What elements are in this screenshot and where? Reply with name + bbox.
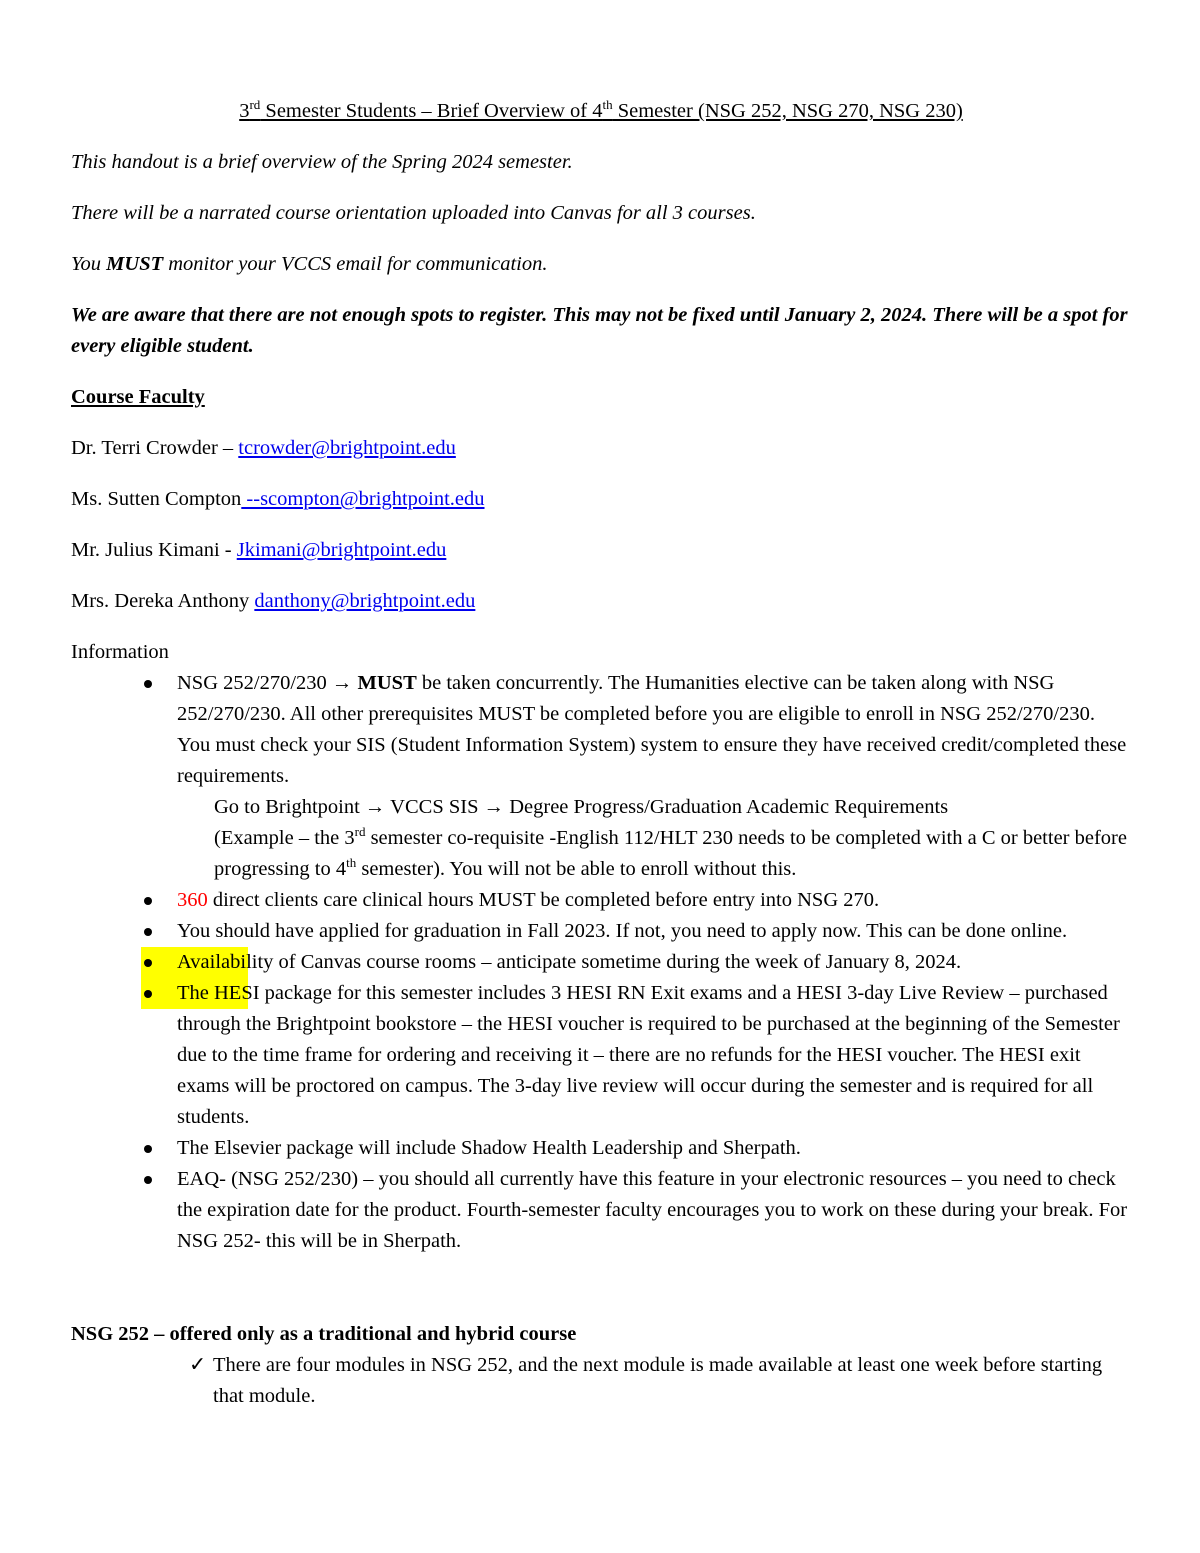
faculty-row <box>71 433 1131 464</box>
title-part: 3 <box>239 100 250 122</box>
title-part: Semester Students – Brief Overview of 4 <box>260 100 603 122</box>
information-heading: Information <box>71 641 169 663</box>
title-sup: th <box>602 97 613 113</box>
item-text: EAQ- (NSG 252/230) – you should all currently have this feature in your electronic resources – you need to check the expiration date for the product. Fourth-semester faculty encourages you to work on these during your break. For NSG 252- this will be in Sherpath. <box>177 1168 1128 1252</box>
faculty-name: Ms. Sutten Compton <box>71 488 242 510</box>
faculty-email-link[interactable]: tcrowder@brightpoint.edu <box>238 437 456 459</box>
highlighted-text: T <box>177 982 190 1004</box>
monitor-post: monitor your VCCS email for communication. <box>163 253 548 275</box>
nsg252-heading: NSG 252 – offered only as a traditional and hybrid course <box>71 1323 577 1345</box>
document-page <box>71 96 1131 1412</box>
registration-notice: We are aware that there are not enough spots to register. This may not be fixed until January 2, 2024. There will be a spot for every eligible student. <box>71 304 1128 357</box>
title-sup: rd <box>249 97 261 113</box>
information-list <box>71 668 1131 1257</box>
bullet-icon <box>144 897 152 905</box>
title-part: Semester (NSG 252, NSG 270, NSG 230) <box>612 100 963 122</box>
list-item <box>71 1164 1131 1257</box>
faculty-row <box>71 484 1131 515</box>
bullet-icon <box>144 1145 152 1153</box>
hours-number: 360 <box>177 889 208 911</box>
faculty-heading: Course Faculty <box>71 386 205 408</box>
bullet-icon <box>144 680 152 688</box>
faculty-name: Dr. Terri Crowder – <box>71 437 239 459</box>
sub-text: semester). You will not be able to enroll without this. <box>356 858 797 880</box>
spacer <box>71 1257 1131 1319</box>
bullet-icon <box>144 928 152 936</box>
sub-line: Go to Brightpoint → VCCS SIS → Degree Progress/Graduation Academic Requirements <box>214 796 949 818</box>
list-item <box>71 978 1131 1133</box>
item-text: he HESI package for this semester includes 3 HESI RN Exit exams and a HESI 3-day Live Review – purchased through the Brightpoint bookstore – the HESI voucher is required to be purchased at the beginning of the Semester due to the time frame for ordering and receiving it – there are no refunds for the HESI voucher. The HESI exit exams will be proctored on campus. The 3-day live review will occur during the semester and is required for all students. <box>177 982 1120 1128</box>
list-item <box>71 947 1131 978</box>
faculty-name: Mrs. Dereka Anthony <box>71 590 255 612</box>
item-strong: MUST <box>352 672 417 694</box>
faculty-row <box>71 535 1131 566</box>
monitor-line <box>71 249 1131 280</box>
faculty-name: Mr. Julius Kimani - <box>71 539 237 561</box>
faculty-email-link[interactable]: --scompton@brightpoint.edu <box>241 488 485 510</box>
intro-line-1: This handout is a brief overview of the Spring 2024 semester. <box>71 151 573 173</box>
sub-sup: th <box>346 855 357 871</box>
nsg252-list <box>71 1350 1131 1412</box>
item-text: direct clients care clinical hours MUST be completed before entry into NSG 270. <box>207 889 880 911</box>
item-text: vailability of Canvas course rooms – anticipate sometime during the week of January 8, 2024. <box>190 951 962 973</box>
sub-text: (Example – the 3 <box>214 827 355 849</box>
item-text: be taken concurrently. The Humanities elective can be taken along with NSG 252/270/230. All other prerequisites MUST be completed before you are eligible to enroll in NSG 252/270/230. You must check your SIS (Student Information System) system to ensure they have received credit/completed these requirements. <box>177 672 1127 787</box>
checkmark-icon: ✓ <box>189 1354 207 1376</box>
item-text: NSG 252/270/230 <box>177 672 332 694</box>
highlighted-text: A <box>177 951 191 973</box>
item-text: You should have applied for graduation in Fall 2023. If not, you need to apply now. This can be done online. <box>177 920 1068 942</box>
bullet-icon <box>144 1176 152 1184</box>
faculty-email-link[interactable]: danthony@brightpoint.edu <box>254 590 476 612</box>
monitor-pre: You <box>71 253 107 275</box>
list-item <box>71 1350 1131 1412</box>
item-text: The Elsevier package will include Shadow Health Leadership and Sherpath. <box>177 1137 801 1159</box>
list-item <box>71 668 1131 885</box>
intro-line-2: There will be a narrated course orientation uploaded into Canvas for all 3 courses. <box>71 202 756 224</box>
list-item <box>71 885 1131 916</box>
arrow-icon: → <box>331 672 353 694</box>
page-title <box>71 96 1131 127</box>
sub-sup: rd <box>354 824 366 840</box>
list-item <box>71 916 1131 947</box>
monitor-strong: MUST <box>106 253 164 275</box>
list-item <box>71 1133 1131 1164</box>
bullet-icon <box>144 959 152 967</box>
bullet-icon <box>144 990 152 998</box>
faculty-email-link[interactable]: Jkimani@brightpoint.edu <box>236 539 447 561</box>
sub-line <box>177 823 1131 885</box>
item-text: There are four modules in NSG 252, and the next module is made available at least one week before starting that module. <box>213 1354 1103 1407</box>
sub-text: semester co-requisite -English 112/HLT 230 needs to be completed with a C or better before progressing to 4 <box>214 827 1127 880</box>
faculty-row <box>71 586 1131 617</box>
